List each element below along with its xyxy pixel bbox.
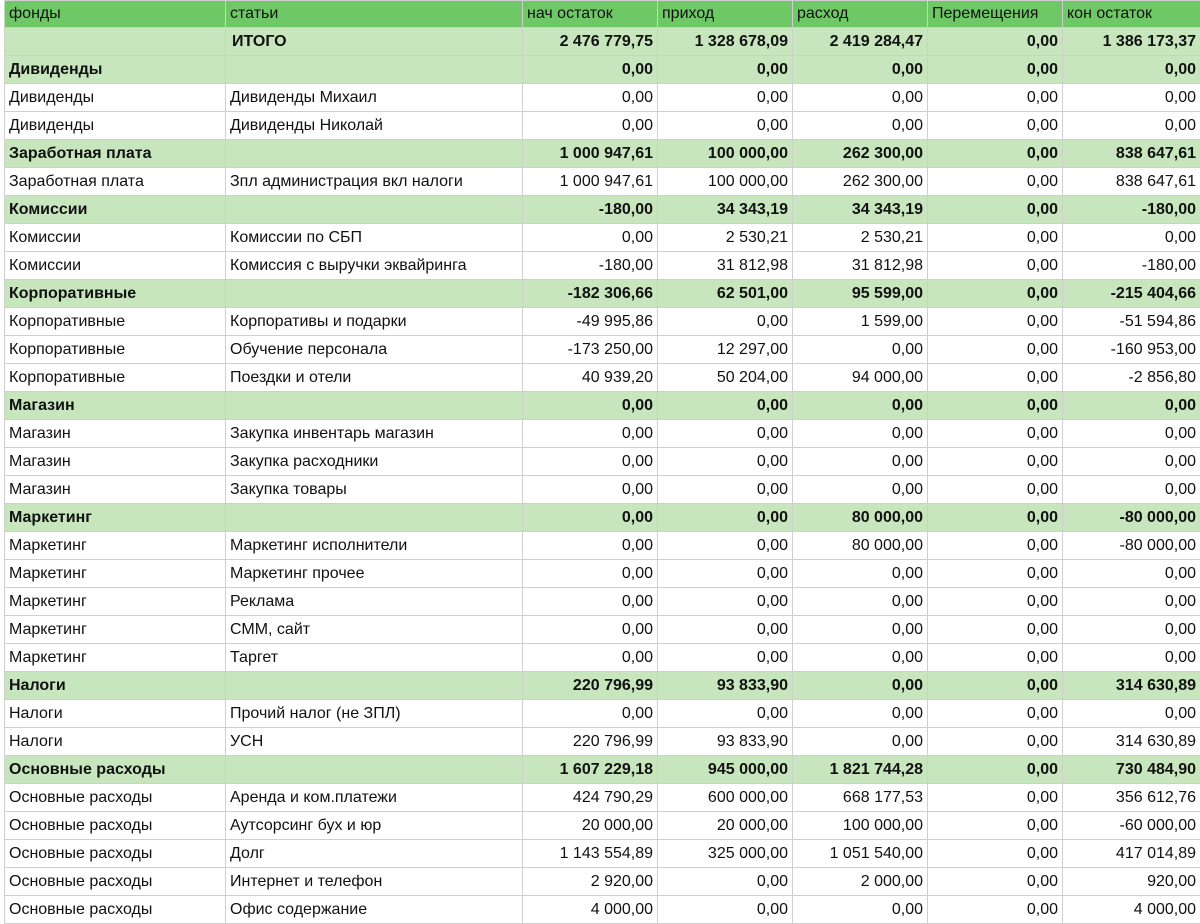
fund-cell[interactable]: Магазин (5, 392, 226, 420)
expense-cell[interactable]: 0,00 (793, 448, 928, 476)
closing-balance-cell[interactable]: 0,00 (1063, 84, 1200, 112)
income-cell[interactable]: 0,00 (658, 308, 793, 336)
transfers-cell[interactable]: 0,00 (928, 756, 1063, 784)
opening-balance-cell[interactable]: 2 920,00 (523, 868, 658, 896)
table-row (5, 560, 1200, 588)
transfers-cell[interactable]: 0,00 (928, 896, 1063, 924)
item-cell[interactable]: Закупка товары (226, 476, 523, 504)
income-cell[interactable]: 93 833,90 (658, 728, 793, 756)
table-row (5, 700, 1200, 728)
table-row (5, 616, 1200, 644)
header-funds[interactable]: фонды (5, 1, 226, 28)
table-row (5, 308, 1200, 336)
income-cell[interactable]: 0,00 (658, 112, 793, 140)
opening-balance-cell[interactable]: -180,00 (523, 196, 658, 224)
opening-balance-cell[interactable]: 4 000,00 (523, 896, 658, 924)
income-cell[interactable]: 20 000,00 (658, 812, 793, 840)
opening-balance-cell[interactable]: 0,00 (523, 448, 658, 476)
closing-balance-cell[interactable]: 0,00 (1063, 700, 1200, 728)
closing-balance-cell[interactable]: 920,00 (1063, 868, 1200, 896)
item-cell[interactable]: УСН (226, 728, 523, 756)
group-row (5, 672, 1200, 700)
expense-cell[interactable]: 1 599,00 (793, 308, 928, 336)
transfers-cell[interactable]: 0,00 (928, 532, 1063, 560)
closing-balance-cell[interactable]: -60 000,00 (1063, 812, 1200, 840)
transfers-cell[interactable]: 0,00 (928, 168, 1063, 196)
expense-cell[interactable]: 0,00 (793, 112, 928, 140)
opening-balance-cell[interactable]: 220 796,99 (523, 672, 658, 700)
header-opening-balance[interactable]: нач остаток (523, 1, 658, 28)
transfers-cell[interactable]: 0,00 (928, 868, 1063, 896)
income-cell[interactable]: 0,00 (658, 420, 793, 448)
item-cell[interactable]: Комиссия с выручки эквайринга (226, 252, 523, 280)
expense-cell[interactable]: 0,00 (793, 896, 928, 924)
fund-cell[interactable]: Комиссии (5, 196, 226, 224)
table-row (5, 420, 1200, 448)
fund-cell[interactable]: Магазин (5, 476, 226, 504)
closing-balance-cell[interactable]: 0,00 (1063, 588, 1200, 616)
table-row (5, 532, 1200, 560)
expense-cell[interactable]: 0,00 (793, 616, 928, 644)
table-row (5, 252, 1200, 280)
expense-cell[interactable]: 2 000,00 (793, 868, 928, 896)
transfers-cell[interactable]: 0,00 (928, 280, 1063, 308)
fund-cell[interactable]: Маркетинг (5, 504, 226, 532)
group-row (5, 140, 1200, 168)
opening-balance-cell[interactable]: 0,00 (523, 476, 658, 504)
group-row (5, 756, 1200, 784)
closing-balance-cell[interactable]: -2 856,80 (1063, 364, 1200, 392)
item-cell[interactable]: Дивиденды Михаил (226, 84, 523, 112)
opening-balance-cell[interactable]: 0,00 (523, 224, 658, 252)
income-cell[interactable]: 0,00 (658, 448, 793, 476)
item-cell[interactable]: Зпл администрация вкл налоги (226, 168, 523, 196)
header-income[interactable]: приход (658, 1, 793, 28)
transfers-cell[interactable]: 0,00 (928, 112, 1063, 140)
table-row (5, 168, 1200, 196)
transfers-cell[interactable]: 0,00 (928, 588, 1063, 616)
income-cell[interactable]: 0,00 (658, 392, 793, 420)
total-label[interactable]: ИТОГО (226, 28, 523, 56)
closing-balance-cell[interactable]: 730 484,90 (1063, 756, 1200, 784)
income-cell[interactable]: 100 000,00 (658, 168, 793, 196)
opening-balance-cell[interactable]: 0,00 (523, 700, 658, 728)
item-cell[interactable]: Закупка инвентарь магазин (226, 420, 523, 448)
total-income[interactable]: 1 328 678,09 (658, 28, 793, 56)
item-cell[interactable] (226, 756, 523, 784)
closing-balance-cell[interactable]: 314 630,89 (1063, 728, 1200, 756)
table-row (5, 476, 1200, 504)
income-cell[interactable]: 31 812,98 (658, 252, 793, 280)
closing-balance-cell[interactable]: 0,00 (1063, 644, 1200, 672)
expense-cell[interactable]: 34 343,19 (793, 196, 928, 224)
item-cell[interactable]: Поездки и отели (226, 364, 523, 392)
item-cell[interactable]: Офис содержание (226, 896, 523, 924)
closing-balance-cell[interactable]: -180,00 (1063, 196, 1200, 224)
fund-cell[interactable]: Магазин (5, 448, 226, 476)
opening-balance-cell[interactable]: 0,00 (523, 84, 658, 112)
closing-balance-cell[interactable]: 0,00 (1063, 560, 1200, 588)
fund-cell[interactable]: Основные расходы (5, 840, 226, 868)
income-cell[interactable]: 12 297,00 (658, 336, 793, 364)
expense-cell[interactable]: 31 812,98 (793, 252, 928, 280)
transfers-cell[interactable]: 0,00 (928, 812, 1063, 840)
group-row (5, 196, 1200, 224)
item-cell[interactable]: Прочий налог (не ЗПЛ) (226, 700, 523, 728)
item-cell[interactable]: СММ, сайт (226, 616, 523, 644)
fund-cell[interactable]: Основные расходы (5, 868, 226, 896)
transfers-cell[interactable]: 0,00 (928, 784, 1063, 812)
fund-cell[interactable]: Заработная плата (5, 168, 226, 196)
income-cell[interactable]: 945 000,00 (658, 756, 793, 784)
closing-balance-cell[interactable]: -160 953,00 (1063, 336, 1200, 364)
closing-balance-cell[interactable]: -180,00 (1063, 252, 1200, 280)
closing-balance-cell[interactable]: -80 000,00 (1063, 532, 1200, 560)
fund-cell[interactable]: Налоги (5, 728, 226, 756)
table-row (5, 112, 1200, 140)
closing-balance-cell[interactable]: 0,00 (1063, 392, 1200, 420)
table-row (5, 784, 1200, 812)
closing-balance-cell[interactable]: -215 404,66 (1063, 280, 1200, 308)
fund-cell[interactable]: Маркетинг (5, 532, 226, 560)
expense-cell[interactable]: 0,00 (793, 420, 928, 448)
transfers-cell[interactable]: 0,00 (928, 308, 1063, 336)
fund-cell[interactable]: Дивиденды (5, 56, 226, 84)
income-cell[interactable]: 0,00 (658, 700, 793, 728)
expense-cell[interactable]: 0,00 (793, 392, 928, 420)
closing-balance-cell[interactable]: 4 000,00 (1063, 896, 1200, 924)
header-items[interactable]: статьи (226, 1, 523, 28)
header-closing-balance[interactable]: кон остаток (1063, 1, 1200, 28)
expense-cell[interactable]: 0,00 (793, 728, 928, 756)
transfers-cell[interactable]: 0,00 (928, 224, 1063, 252)
transfers-cell[interactable]: 0,00 (928, 336, 1063, 364)
opening-balance-cell[interactable]: -49 995,86 (523, 308, 658, 336)
transfers-cell[interactable]: 0,00 (928, 364, 1063, 392)
fund-cell[interactable]: Основные расходы (5, 784, 226, 812)
fund-cell[interactable]: Основные расходы (5, 812, 226, 840)
item-cell[interactable]: Дивиденды Николай (226, 112, 523, 140)
item-cell[interactable]: Корпоративы и подарки (226, 308, 523, 336)
opening-balance-cell[interactable]: 220 796,99 (523, 728, 658, 756)
fund-cell[interactable]: Маркетинг (5, 560, 226, 588)
fund-cell[interactable]: Корпоративные (5, 308, 226, 336)
opening-balance-cell[interactable]: 0,00 (523, 56, 658, 84)
table-row (5, 644, 1200, 672)
opening-balance-cell[interactable]: -173 250,00 (523, 336, 658, 364)
income-cell[interactable]: 93 833,90 (658, 672, 793, 700)
table-row (5, 896, 1200, 924)
transfers-cell[interactable]: 0,00 (928, 392, 1063, 420)
transfers-cell[interactable]: 0,00 (928, 728, 1063, 756)
closing-balance-cell[interactable]: 838 647,61 (1063, 168, 1200, 196)
fund-cell[interactable]: Налоги (5, 672, 226, 700)
item-cell[interactable] (226, 392, 523, 420)
closing-balance-cell[interactable]: 838 647,61 (1063, 140, 1200, 168)
income-cell[interactable]: 0,00 (658, 504, 793, 532)
transfers-cell[interactable]: 0,00 (928, 56, 1063, 84)
header-expense[interactable]: расход (793, 1, 928, 28)
income-cell[interactable]: 0,00 (658, 896, 793, 924)
expense-cell[interactable]: 0,00 (793, 700, 928, 728)
expense-cell[interactable]: 95 599,00 (793, 280, 928, 308)
group-row (5, 56, 1200, 84)
header-row (5, 1, 1200, 28)
fund-cell[interactable]: Налоги (5, 700, 226, 728)
item-cell[interactable] (226, 140, 523, 168)
opening-balance-cell[interactable]: 0,00 (523, 644, 658, 672)
group-row (5, 280, 1200, 308)
transfers-cell[interactable]: 0,00 (928, 616, 1063, 644)
income-cell[interactable]: 0,00 (658, 560, 793, 588)
income-cell[interactable]: 2 530,21 (658, 224, 793, 252)
expense-cell[interactable]: 2 530,21 (793, 224, 928, 252)
closing-balance-cell[interactable]: 0,00 (1063, 112, 1200, 140)
opening-balance-cell[interactable]: 0,00 (523, 420, 658, 448)
opening-balance-cell[interactable]: 1 607 229,18 (523, 756, 658, 784)
fund-cell[interactable]: Маркетинг (5, 644, 226, 672)
item-cell[interactable] (226, 280, 523, 308)
transfers-cell[interactable]: 0,00 (928, 504, 1063, 532)
transfers-cell[interactable]: 0,00 (928, 420, 1063, 448)
closing-balance-cell[interactable]: 0,00 (1063, 420, 1200, 448)
opening-balance-cell[interactable]: 0,00 (523, 588, 658, 616)
closing-balance-cell[interactable]: -80 000,00 (1063, 504, 1200, 532)
opening-balance-cell[interactable]: 0,00 (523, 616, 658, 644)
transfers-cell[interactable]: 0,00 (928, 672, 1063, 700)
expense-cell[interactable]: 0,00 (793, 84, 928, 112)
opening-balance-cell[interactable]: 0,00 (523, 560, 658, 588)
total-cell-empty[interactable] (5, 28, 226, 56)
expense-cell[interactable]: 80 000,00 (793, 504, 928, 532)
total-opening-balance[interactable]: 2 476 779,75 (523, 28, 658, 56)
opening-balance-cell[interactable]: 0,00 (523, 112, 658, 140)
table-row (5, 588, 1200, 616)
item-cell[interactable]: Интернет и телефон (226, 868, 523, 896)
transfers-cell[interactable]: 0,00 (928, 448, 1063, 476)
closing-balance-cell[interactable]: 0,00 (1063, 448, 1200, 476)
opening-balance-cell[interactable]: 0,00 (523, 504, 658, 532)
group-row (5, 392, 1200, 420)
opening-balance-cell[interactable]: 1 000 947,61 (523, 140, 658, 168)
expense-cell[interactable]: 0,00 (793, 560, 928, 588)
total-closing-balance[interactable]: 1 386 173,37 (1063, 28, 1200, 56)
item-cell[interactable]: Маркетинг прочее (226, 560, 523, 588)
closing-balance-cell[interactable]: 0,00 (1063, 616, 1200, 644)
transfers-cell[interactable]: 0,00 (928, 140, 1063, 168)
fund-cell[interactable]: Комиссии (5, 224, 226, 252)
opening-balance-cell[interactable]: 40 939,20 (523, 364, 658, 392)
expense-cell[interactable]: 0,00 (793, 56, 928, 84)
fund-cell[interactable]: Корпоративные (5, 280, 226, 308)
item-cell[interactable] (226, 56, 523, 84)
transfers-cell[interactable]: 0,00 (928, 476, 1063, 504)
income-cell[interactable]: 0,00 (658, 532, 793, 560)
closing-balance-cell[interactable]: -51 594,86 (1063, 308, 1200, 336)
opening-balance-cell[interactable]: -182 306,66 (523, 280, 658, 308)
expense-cell[interactable]: 94 000,00 (793, 364, 928, 392)
closing-balance-cell[interactable]: 417 014,89 (1063, 840, 1200, 868)
closing-balance-cell[interactable]: 314 630,89 (1063, 672, 1200, 700)
expense-cell[interactable]: 0,00 (793, 644, 928, 672)
income-cell[interactable]: 0,00 (658, 616, 793, 644)
fund-cell[interactable]: Дивиденды (5, 84, 226, 112)
income-cell[interactable]: 34 343,19 (658, 196, 793, 224)
expense-cell[interactable]: 0,00 (793, 672, 928, 700)
total-row (5, 28, 1200, 56)
item-cell[interactable]: Маркетинг исполнители (226, 532, 523, 560)
transfers-cell[interactable]: 0,00 (928, 560, 1063, 588)
expense-cell[interactable]: 0,00 (793, 588, 928, 616)
income-cell[interactable]: 100 000,00 (658, 140, 793, 168)
table-row (5, 336, 1200, 364)
transfers-cell[interactable]: 0,00 (928, 644, 1063, 672)
expense-cell[interactable]: 262 300,00 (793, 168, 928, 196)
fund-cell[interactable]: Заработная плата (5, 140, 226, 168)
item-cell[interactable]: Реклама (226, 588, 523, 616)
income-cell[interactable]: 0,00 (658, 868, 793, 896)
total-transfers[interactable]: 0,00 (928, 28, 1063, 56)
opening-balance-cell[interactable]: 0,00 (523, 392, 658, 420)
fund-cell[interactable]: Комиссии (5, 252, 226, 280)
income-cell[interactable]: 50 204,00 (658, 364, 793, 392)
fund-cell[interactable]: Маркетинг (5, 588, 226, 616)
fund-balance-table (4, 0, 1200, 924)
income-cell[interactable]: 325 000,00 (658, 840, 793, 868)
table-row (5, 812, 1200, 840)
item-cell[interactable]: Закупка расходники (226, 448, 523, 476)
opening-balance-cell[interactable]: 0,00 (523, 532, 658, 560)
expense-cell[interactable]: 100 000,00 (793, 812, 928, 840)
transfers-cell[interactable]: 0,00 (928, 840, 1063, 868)
expense-cell[interactable]: 262 300,00 (793, 140, 928, 168)
income-cell[interactable]: 600 000,00 (658, 784, 793, 812)
income-cell[interactable]: 0,00 (658, 84, 793, 112)
item-cell[interactable]: Комиссии по СБП (226, 224, 523, 252)
expense-cell[interactable]: 0,00 (793, 336, 928, 364)
table-row (5, 840, 1200, 868)
item-cell[interactable] (226, 672, 523, 700)
table-row (5, 728, 1200, 756)
fund-cell[interactable]: Магазин (5, 420, 226, 448)
fund-cell[interactable]: Основные расходы (5, 896, 226, 924)
expense-cell[interactable]: 1 821 744,28 (793, 756, 928, 784)
transfers-cell[interactable]: 0,00 (928, 196, 1063, 224)
income-cell[interactable]: 62 501,00 (658, 280, 793, 308)
transfers-cell[interactable]: 0,00 (928, 252, 1063, 280)
table-row (5, 84, 1200, 112)
item-cell[interactable]: Аутсорсинг бух и юр (226, 812, 523, 840)
expense-cell[interactable]: 668 177,53 (793, 784, 928, 812)
income-cell[interactable]: 0,00 (658, 588, 793, 616)
fund-cell[interactable]: Маркетинг (5, 616, 226, 644)
expense-cell[interactable]: 0,00 (793, 476, 928, 504)
item-cell[interactable]: Обучение персонала (226, 336, 523, 364)
table-row (5, 224, 1200, 252)
table-row (5, 448, 1200, 476)
income-cell[interactable]: 0,00 (658, 56, 793, 84)
fund-cell[interactable]: Основные расходы (5, 756, 226, 784)
opening-balance-cell[interactable]: 1 000 947,61 (523, 168, 658, 196)
total-expense[interactable]: 2 419 284,47 (793, 28, 928, 56)
item-cell[interactable] (226, 196, 523, 224)
closing-balance-cell[interactable]: 0,00 (1063, 56, 1200, 84)
closing-balance-cell[interactable]: 0,00 (1063, 476, 1200, 504)
income-cell[interactable]: 0,00 (658, 476, 793, 504)
income-cell[interactable]: 0,00 (658, 644, 793, 672)
group-row (5, 504, 1200, 532)
transfers-cell[interactable]: 0,00 (928, 84, 1063, 112)
closing-balance-cell[interactable]: 0,00 (1063, 224, 1200, 252)
expense-cell[interactable]: 80 000,00 (793, 532, 928, 560)
item-cell[interactable]: Долг (226, 840, 523, 868)
opening-balance-cell[interactable]: 20 000,00 (523, 812, 658, 840)
item-cell[interactable]: Аренда и ком.платежи (226, 784, 523, 812)
opening-balance-cell[interactable]: 1 143 554,89 (523, 840, 658, 868)
expense-cell[interactable]: 1 051 540,00 (793, 840, 928, 868)
fund-cell[interactable]: Корпоративные (5, 364, 226, 392)
table-row (5, 868, 1200, 896)
transfers-cell[interactable]: 0,00 (928, 700, 1063, 728)
item-cell[interactable] (226, 504, 523, 532)
fund-cell[interactable]: Дивиденды (5, 112, 226, 140)
closing-balance-cell[interactable]: 356 612,76 (1063, 784, 1200, 812)
item-cell[interactable]: Таргет (226, 644, 523, 672)
table-row (5, 364, 1200, 392)
opening-balance-cell[interactable]: -180,00 (523, 252, 658, 280)
fund-cell[interactable]: Корпоративные (5, 336, 226, 364)
header-transfers[interactable]: Перемещения (928, 1, 1063, 28)
opening-balance-cell[interactable]: 424 790,29 (523, 784, 658, 812)
